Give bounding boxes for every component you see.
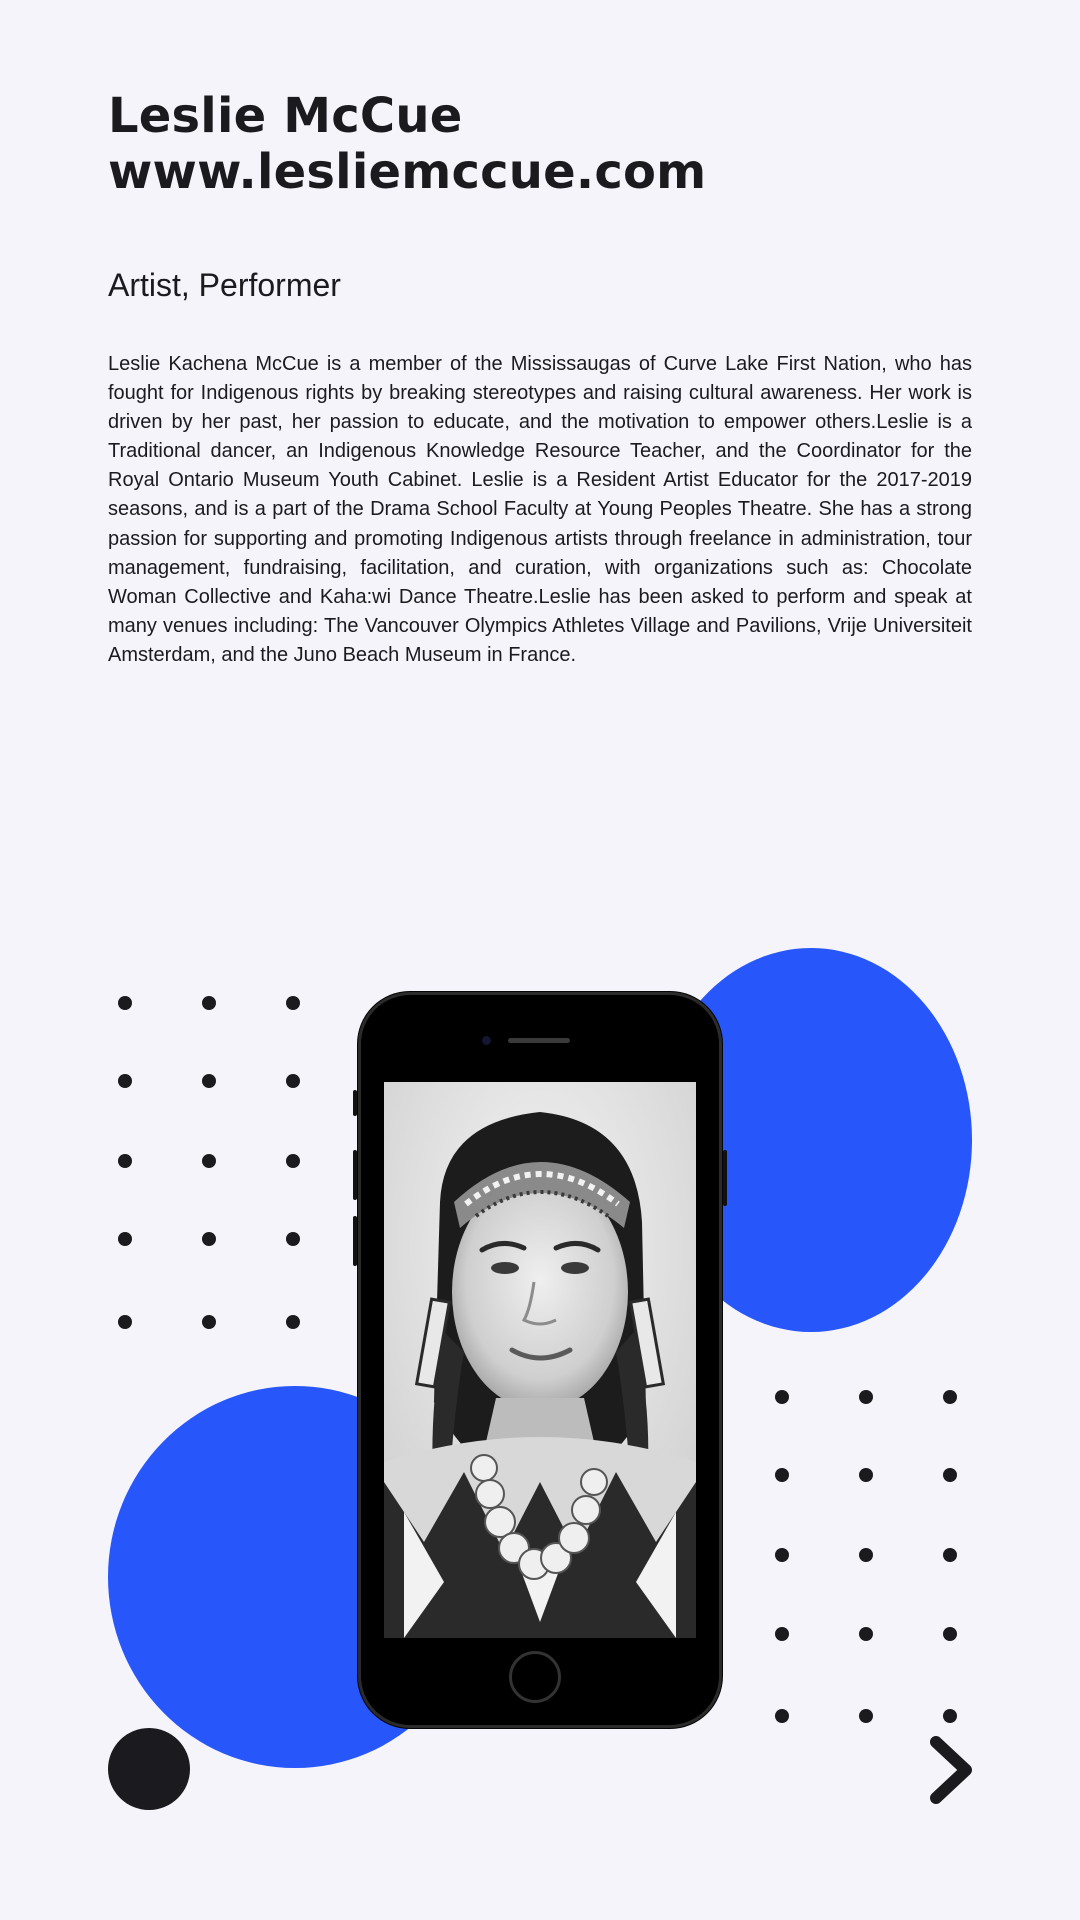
artist-bio: Leslie Kachena McCue is a member of the Mississaugas of Curve Lake First Nation, who has fought for Indigenous rights by breaking stereotypes and raising cultural awareness. Her work is driven by her past, her passion to educate, and the motivation to empower others.Leslie is a Traditional dancer, an Indigenous Knowledge Resource Teacher, and the Coordinator for the Royal Ontario Museum Youth Cabinet. Leslie is a Resident Artist Educator for the 2017-2019 seasons, and is a part of the Drama School Faculty at Young Peoples Theatre. She has a strong passion for supporting and promoting Indigenous artists through freelance in administration, tour management, fundraising, facilitation, and curation, with organizations such as: Chocolate Woman Collective and Kaha:wi Dance Theatre.Leslie has been asked to perform and speak at many venues including: The Vancouver Olympics Athletes Village and Pavilions, Vrije Universiteit Amsterdam, and the Juno Beach Museum in France. (108, 353, 972, 666)
artist-role: Artist, Performer (108, 267, 341, 303)
phone-camera (482, 1036, 491, 1045)
decorative-dot (859, 1627, 873, 1641)
decorative-dot (202, 996, 216, 1010)
decorative-dot (943, 1627, 957, 1641)
decorative-dot (775, 1627, 789, 1641)
decorative-dot (775, 1468, 789, 1482)
decorative-black-circle (108, 1728, 190, 1810)
decorative-dot (118, 996, 132, 1010)
decorative-dot (775, 1390, 789, 1404)
decorative-dot (943, 1709, 957, 1723)
phone-volume-down-button (353, 1216, 357, 1266)
decorative-dot (859, 1390, 873, 1404)
phone-volume-up-button (353, 1150, 357, 1200)
decorative-dot (943, 1548, 957, 1562)
phone-home-button (509, 1651, 561, 1703)
decorative-dot (286, 1154, 300, 1168)
decorative-dot (118, 1154, 132, 1168)
phone-power-button (723, 1150, 727, 1206)
artist-website[interactable]: www.lesliemccue.com (108, 144, 707, 200)
decorative-dot (118, 1315, 132, 1329)
decorative-dot (202, 1315, 216, 1329)
decorative-dot (202, 1074, 216, 1088)
decorative-dot (118, 1232, 132, 1246)
decorative-dot (202, 1232, 216, 1246)
artist-name: Leslie McCue (108, 88, 463, 144)
decorative-dot (286, 1315, 300, 1329)
decorative-dot (286, 996, 300, 1010)
phone-mockup (358, 992, 722, 1728)
decorative-dot (775, 1548, 789, 1562)
phone-screen (384, 1082, 696, 1638)
decorative-dot (859, 1468, 873, 1482)
decorative-dot (775, 1709, 789, 1723)
decorative-dot (943, 1468, 957, 1482)
phone-speaker (508, 1038, 570, 1043)
phone-mute-switch (353, 1090, 357, 1116)
decorative-dot (859, 1548, 873, 1562)
decorative-dot (943, 1390, 957, 1404)
chevron-right-icon[interactable] (924, 1734, 976, 1806)
decorative-dot (202, 1154, 216, 1168)
decorative-dot (286, 1232, 300, 1246)
artist-portrait-photo (384, 1082, 696, 1638)
decorative-dot (118, 1074, 132, 1088)
decorative-dot (286, 1074, 300, 1088)
decorative-dot (859, 1709, 873, 1723)
